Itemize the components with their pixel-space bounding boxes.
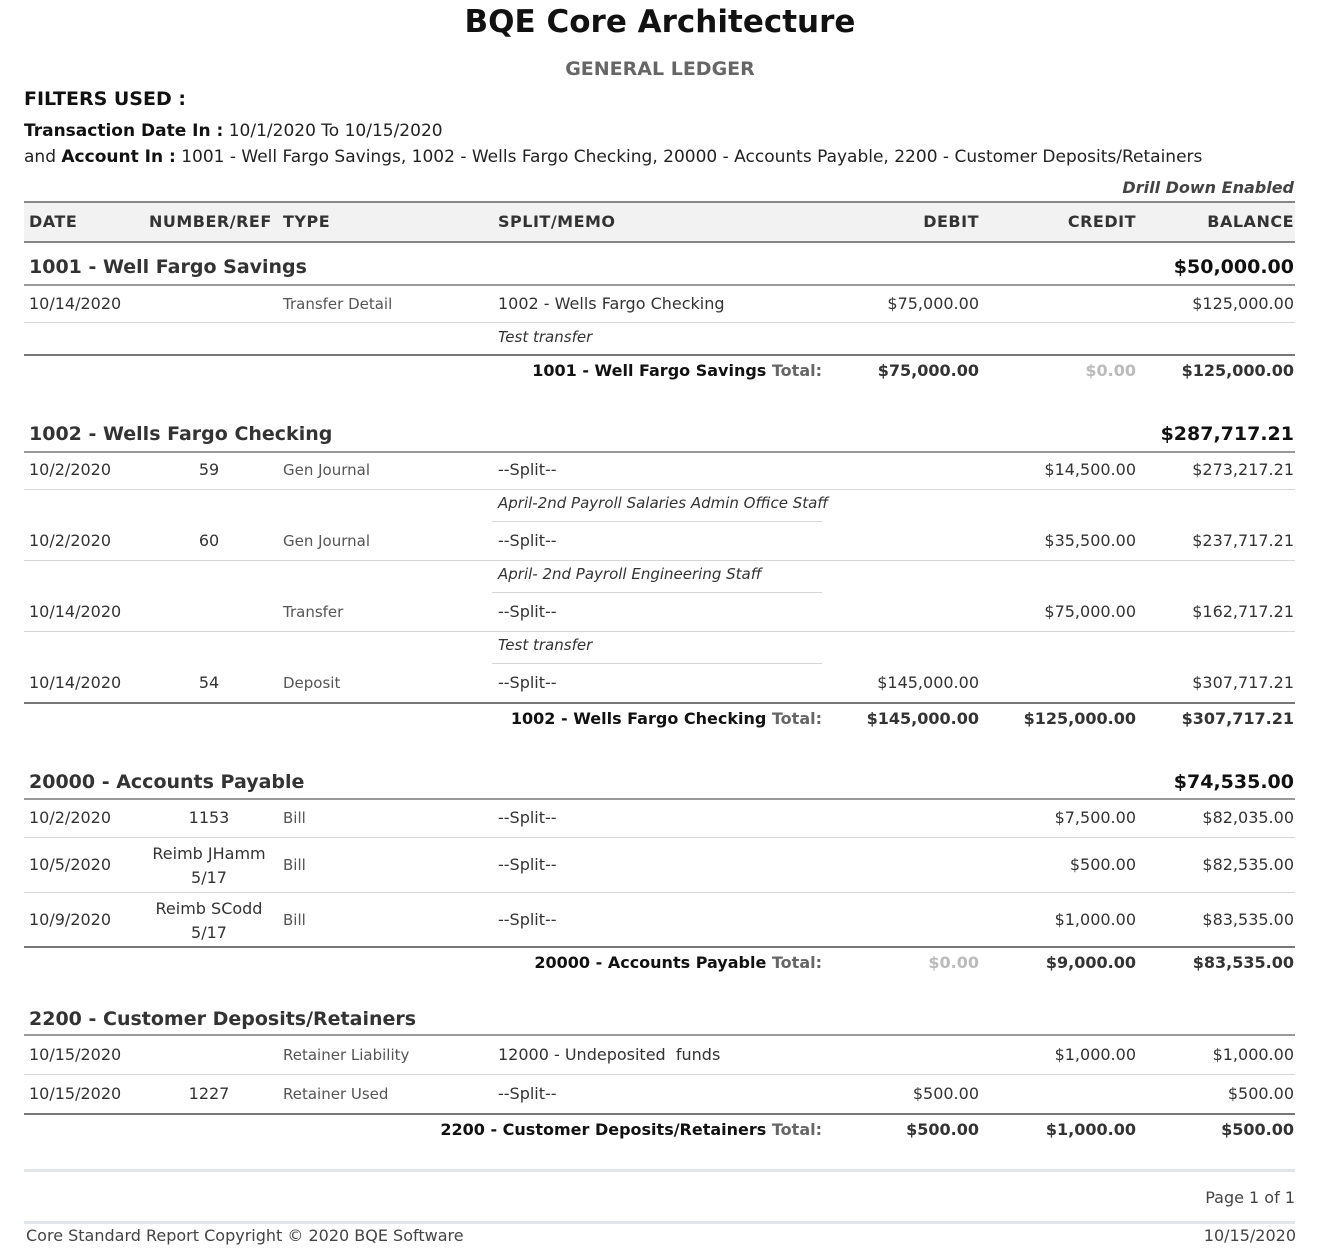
divider — [24, 322, 1295, 323]
divider — [24, 946, 1295, 948]
account-heading[interactable]: 1001 - Well Fargo Savings — [29, 256, 307, 278]
total-balance: $125,000.00 — [1181, 361, 1294, 380]
row-credit: $1,000.00 — [1054, 1045, 1136, 1064]
row-date: 10/15/2020 — [29, 1045, 122, 1064]
row-debit: $500.00 — [912, 1084, 979, 1103]
row-balance: $1,000.00 — [1212, 1045, 1294, 1064]
row-ref: 1153 — [188, 808, 230, 827]
total-label: 2200 - Customer Deposits/Retainers Total: — [440, 1120, 822, 1139]
page-number: Page 1 of 1 — [1205, 1188, 1295, 1207]
divider — [24, 837, 1295, 838]
row-split[interactable]: --Split-- — [498, 673, 557, 692]
copyright: Core Standard Report Copyright © 2020 BQE Software — [26, 1226, 464, 1245]
filter-date — [24, 121, 443, 141]
total-credit: $1,000.00 — [1045, 1120, 1136, 1139]
row-balance: $273,217.21 — [1192, 460, 1294, 479]
row-memo: Test transfer — [498, 328, 593, 346]
row-date: 10/15/2020 — [29, 1084, 122, 1103]
total-credit: $125,000.00 — [1023, 709, 1136, 728]
drill-down-label: Drill Down Enabled — [1122, 178, 1294, 197]
row-balance: $162,717.21 — [1192, 602, 1294, 621]
total-balance: $500.00 — [1221, 1120, 1294, 1139]
divider — [492, 592, 822, 593]
total-label: 1002 - Wells Fargo Checking Total: — [510, 709, 822, 728]
row-credit: $35,500.00 — [1044, 531, 1136, 550]
row-split[interactable]: --Split-- — [498, 602, 557, 621]
column-date: DATE — [29, 212, 78, 231]
filter-date-value: 10/1/2020 To 10/15/2020 — [228, 121, 443, 141]
report-title: GENERAL LEDGER — [565, 58, 755, 80]
filter-account-label: Account In : — [61, 147, 176, 167]
divider — [24, 798, 1295, 800]
row-type: Transfer — [283, 603, 344, 621]
total-credit: $9,000.00 — [1045, 953, 1136, 972]
row-balance: $237,717.21 — [1192, 531, 1294, 550]
row-date: 10/2/2020 — [29, 531, 112, 550]
row-split[interactable]: --Split-- — [498, 855, 557, 874]
account-opening-balance: $50,000.00 — [1173, 256, 1294, 278]
row-ref: 60 — [198, 531, 220, 550]
row-split[interactable]: --Split-- — [498, 1084, 557, 1103]
row-type: Transfer Detail — [283, 295, 393, 313]
row-type: Gen Journal — [283, 532, 371, 550]
account-opening-balance: $74,535.00 — [1173, 771, 1294, 793]
divider — [24, 201, 1295, 203]
row-balance: $83,535.00 — [1202, 910, 1294, 929]
row-date: 10/5/2020 — [29, 855, 112, 874]
footer-divider — [24, 1221, 1295, 1224]
divider — [24, 631, 1295, 632]
row-ref: 1227 — [188, 1084, 230, 1103]
row-memo: Test transfer — [498, 636, 593, 654]
column-debit: DEBIT — [923, 212, 979, 231]
row-split[interactable]: --Split-- — [498, 808, 557, 827]
divider — [24, 489, 1295, 490]
column-split-memo: SPLIT/MEMO — [498, 212, 616, 231]
row-ref: Reimb SCodd 5/17 — [155, 899, 263, 942]
total-balance: $307,717.21 — [1181, 709, 1294, 728]
row-type: Deposit — [283, 674, 341, 692]
account-heading[interactable]: 20000 - Accounts Payable — [29, 771, 305, 793]
row-split[interactable]: 12000 - Undeposited funds — [498, 1045, 721, 1064]
row-credit: $500.00 — [1069, 855, 1136, 874]
filter-account-value: 1001 - Well Fargo Savings, 1002 - Wells Fargo Checking, 20000 - Accounts Payable, 2200 - Customer Deposits/Retainers — [181, 147, 1203, 167]
account-opening-balance: $287,717.21 — [1160, 423, 1294, 445]
row-date: 10/14/2020 — [29, 673, 122, 692]
filters-label: FILTERS USED : — [24, 88, 186, 110]
row-credit: $75,000.00 — [1044, 602, 1136, 621]
footer-divider — [24, 1169, 1295, 1172]
row-credit: $14,500.00 — [1044, 460, 1136, 479]
divider — [492, 663, 822, 664]
row-date: 10/14/2020 — [29, 294, 122, 313]
divider — [24, 451, 1295, 453]
row-split[interactable]: --Split-- — [498, 910, 557, 929]
divider — [24, 1074, 1295, 1075]
total-label: 1001 - Well Fargo Savings Total: — [532, 361, 822, 380]
report-company-title: BQE Core Architecture — [464, 4, 856, 40]
row-date: 10/9/2020 — [29, 910, 112, 929]
row-split[interactable]: --Split-- — [498, 531, 557, 550]
column-type: TYPE — [283, 212, 331, 231]
row-balance: $307,717.21 — [1192, 673, 1294, 692]
divider — [24, 560, 1295, 561]
row-ref: 54 — [198, 673, 220, 692]
total-credit: $0.00 — [1085, 361, 1136, 380]
total-debit: $500.00 — [906, 1120, 979, 1139]
filter-account — [24, 147, 1202, 167]
divider — [24, 284, 1295, 286]
divider — [24, 1113, 1295, 1115]
row-date: 10/14/2020 — [29, 602, 122, 621]
row-type: Bill — [283, 911, 306, 929]
footer-date: 10/15/2020 — [1203, 1226, 1296, 1245]
divider — [24, 892, 1295, 893]
row-credit: $7,500.00 — [1054, 808, 1136, 827]
row-memo: April-2nd Payroll Salaries Admin Office Staff — [498, 494, 829, 512]
column-credit: CREDIT — [1067, 212, 1136, 231]
account-heading[interactable]: 1002 - Wells Fargo Checking — [29, 423, 333, 445]
total-label: 20000 - Accounts Payable Total: — [534, 953, 822, 972]
row-type: Retainer Liability — [283, 1046, 410, 1064]
row-type: Bill — [283, 856, 306, 874]
column-balance: BALANCE — [1207, 212, 1294, 231]
divider — [24, 354, 1295, 356]
row-balance: $500.00 — [1227, 1084, 1294, 1103]
row-type: Bill — [283, 809, 306, 827]
row-ref: 59 — [198, 460, 220, 479]
row-debit: $145,000.00 — [877, 673, 979, 692]
row-balance: $125,000.00 — [1192, 294, 1294, 313]
total-balance: $83,535.00 — [1192, 953, 1294, 972]
divider — [24, 1034, 1295, 1036]
total-debit: $0.00 — [928, 953, 979, 972]
row-type: Gen Journal — [283, 461, 371, 479]
row-split[interactable]: 1002 - Wells Fargo Checking — [498, 294, 725, 313]
row-type: Retainer Used — [283, 1085, 389, 1103]
filter-date-label: Transaction Date In : — [24, 121, 224, 141]
divider — [492, 521, 822, 522]
row-date: 10/2/2020 — [29, 460, 112, 479]
divider — [24, 241, 1295, 243]
row-memo: April- 2nd Payroll Engineering Staff — [498, 565, 762, 583]
row-date: 10/2/2020 — [29, 808, 112, 827]
row-balance: $82,035.00 — [1202, 808, 1294, 827]
divider — [24, 702, 1295, 704]
row-balance: $82,535.00 — [1202, 855, 1294, 874]
total-debit: $145,000.00 — [866, 709, 979, 728]
column-number-ref: NUMBER/REF — [149, 212, 272, 231]
total-debit: $75,000.00 — [877, 361, 979, 380]
row-debit: $75,000.00 — [887, 294, 979, 313]
account-heading[interactable]: 2200 - Customer Deposits/Retainers — [29, 1008, 417, 1030]
row-ref: Reimb JHamm 5/17 — [152, 844, 266, 887]
filter-account-prefix: and — [24, 147, 56, 167]
row-credit: $1,000.00 — [1054, 910, 1136, 929]
row-split[interactable]: --Split-- — [498, 460, 557, 479]
